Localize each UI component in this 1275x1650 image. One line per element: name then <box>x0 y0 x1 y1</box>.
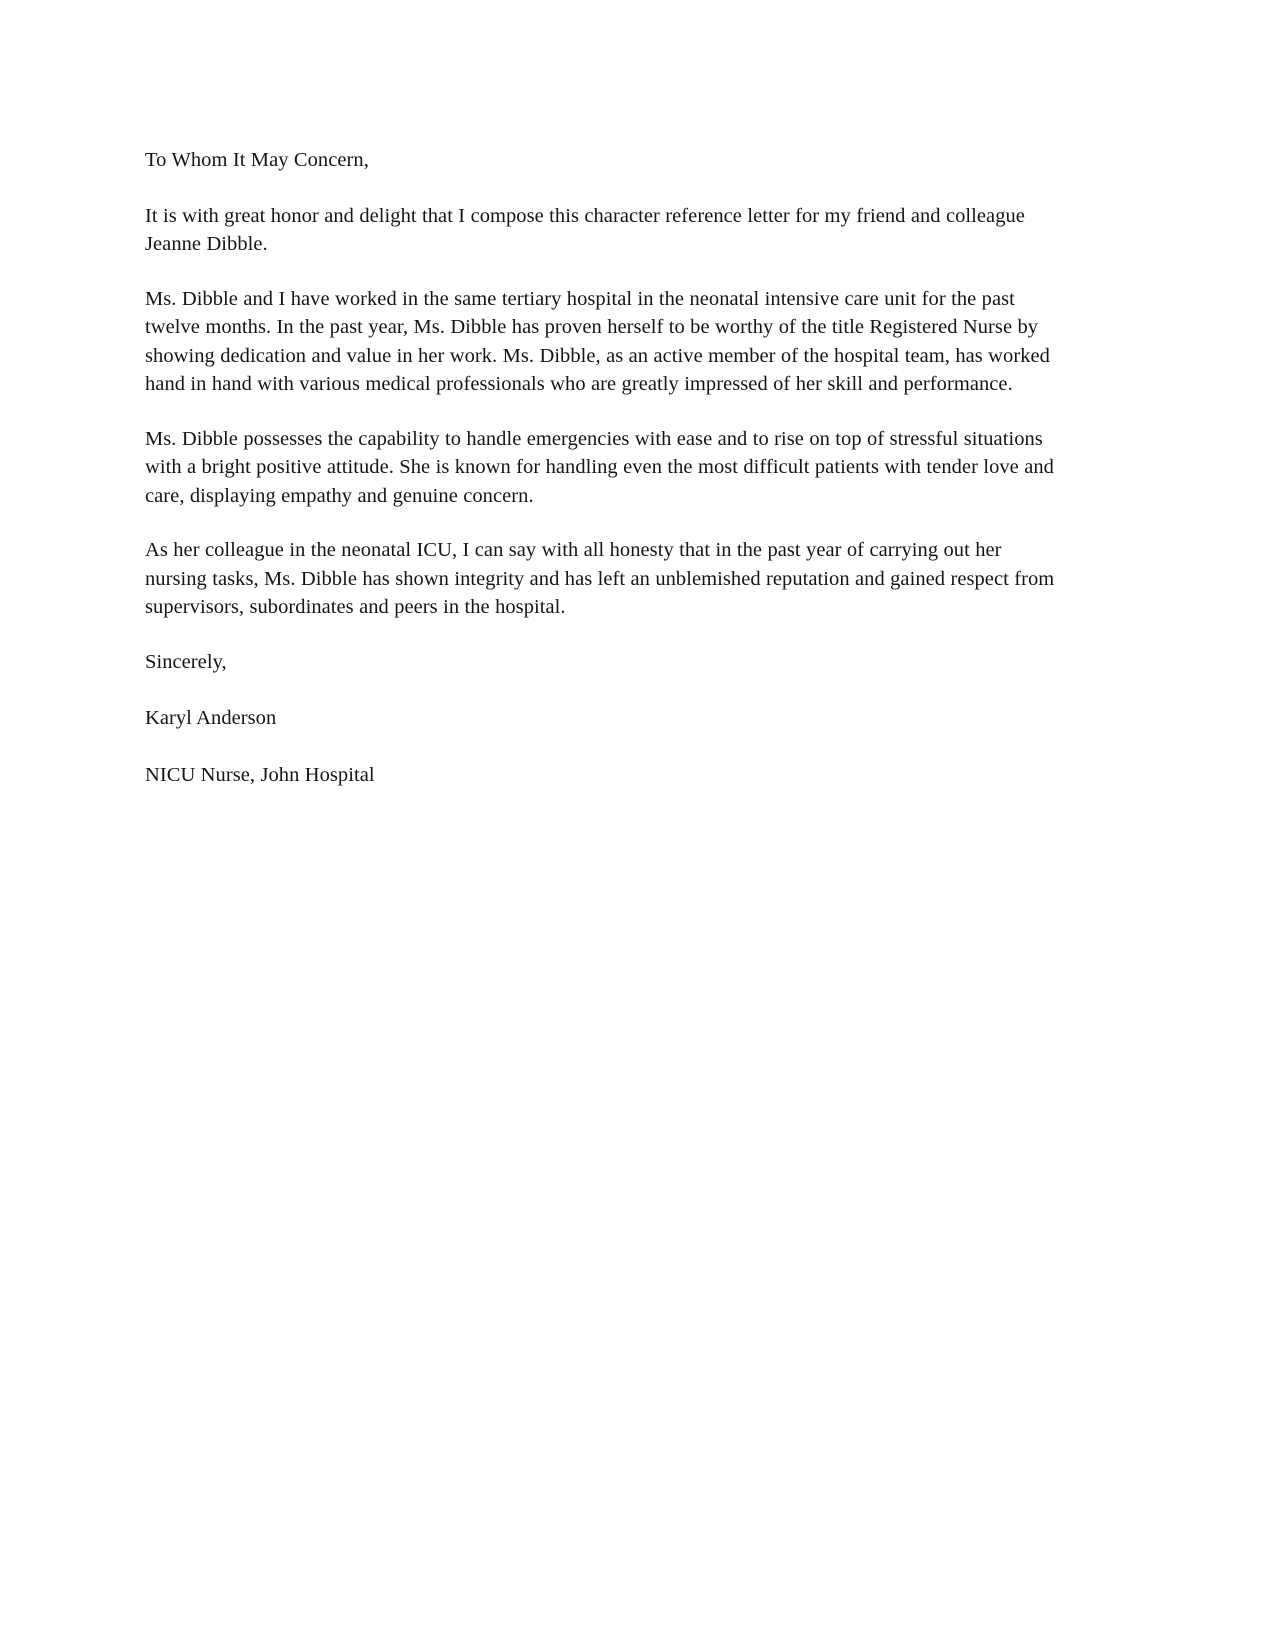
letter-paragraph-3: Ms. Dibble possesses the capability to handle emergencies with ease and to rise on top of stressful situations with a bright positive attitude. She is known for handling even the most difficult patients with tender love and care, displaying empathy and genuine concern. <box>145 427 1054 507</box>
signer-name: Karyl Anderson <box>145 707 277 729</box>
letter-closing: Sincerely, <box>145 650 227 673</box>
letter-paragraph-1: It is with great honor and delight that I compose this character reference letter for my friend and colleague Jeanne Dibble. <box>145 204 1025 255</box>
letter-body <box>145 146 1062 789</box>
letter-salutation: To Whom It May Concern, <box>145 149 369 171</box>
letter-paragraph-4: As her colleague in the neonatal ICU, I can say with all honesty that in the past year of carrying out her nursing tasks, Ms. Dibble has shown integrity and has left an unblemished reputation and gained respect from supervisors, subordinates and peers in the hospital. <box>145 539 1055 618</box>
signer-role: NICU Nurse, John Hospital <box>145 763 375 786</box>
letter-paragraph-2: Ms. Dibble and I have worked in the same tertiary hospital in the neonatal intensive care unit for the past twelve months. In the past year, Ms. Dibble has proven herself to be worthy of the title Registered Nurse by showing dedication and value in her work. Ms. Dibble, as an active member of the hospital team, has worked hand in hand with various medical professionals who are greatly impressed of her skill and performance. <box>145 287 1050 395</box>
